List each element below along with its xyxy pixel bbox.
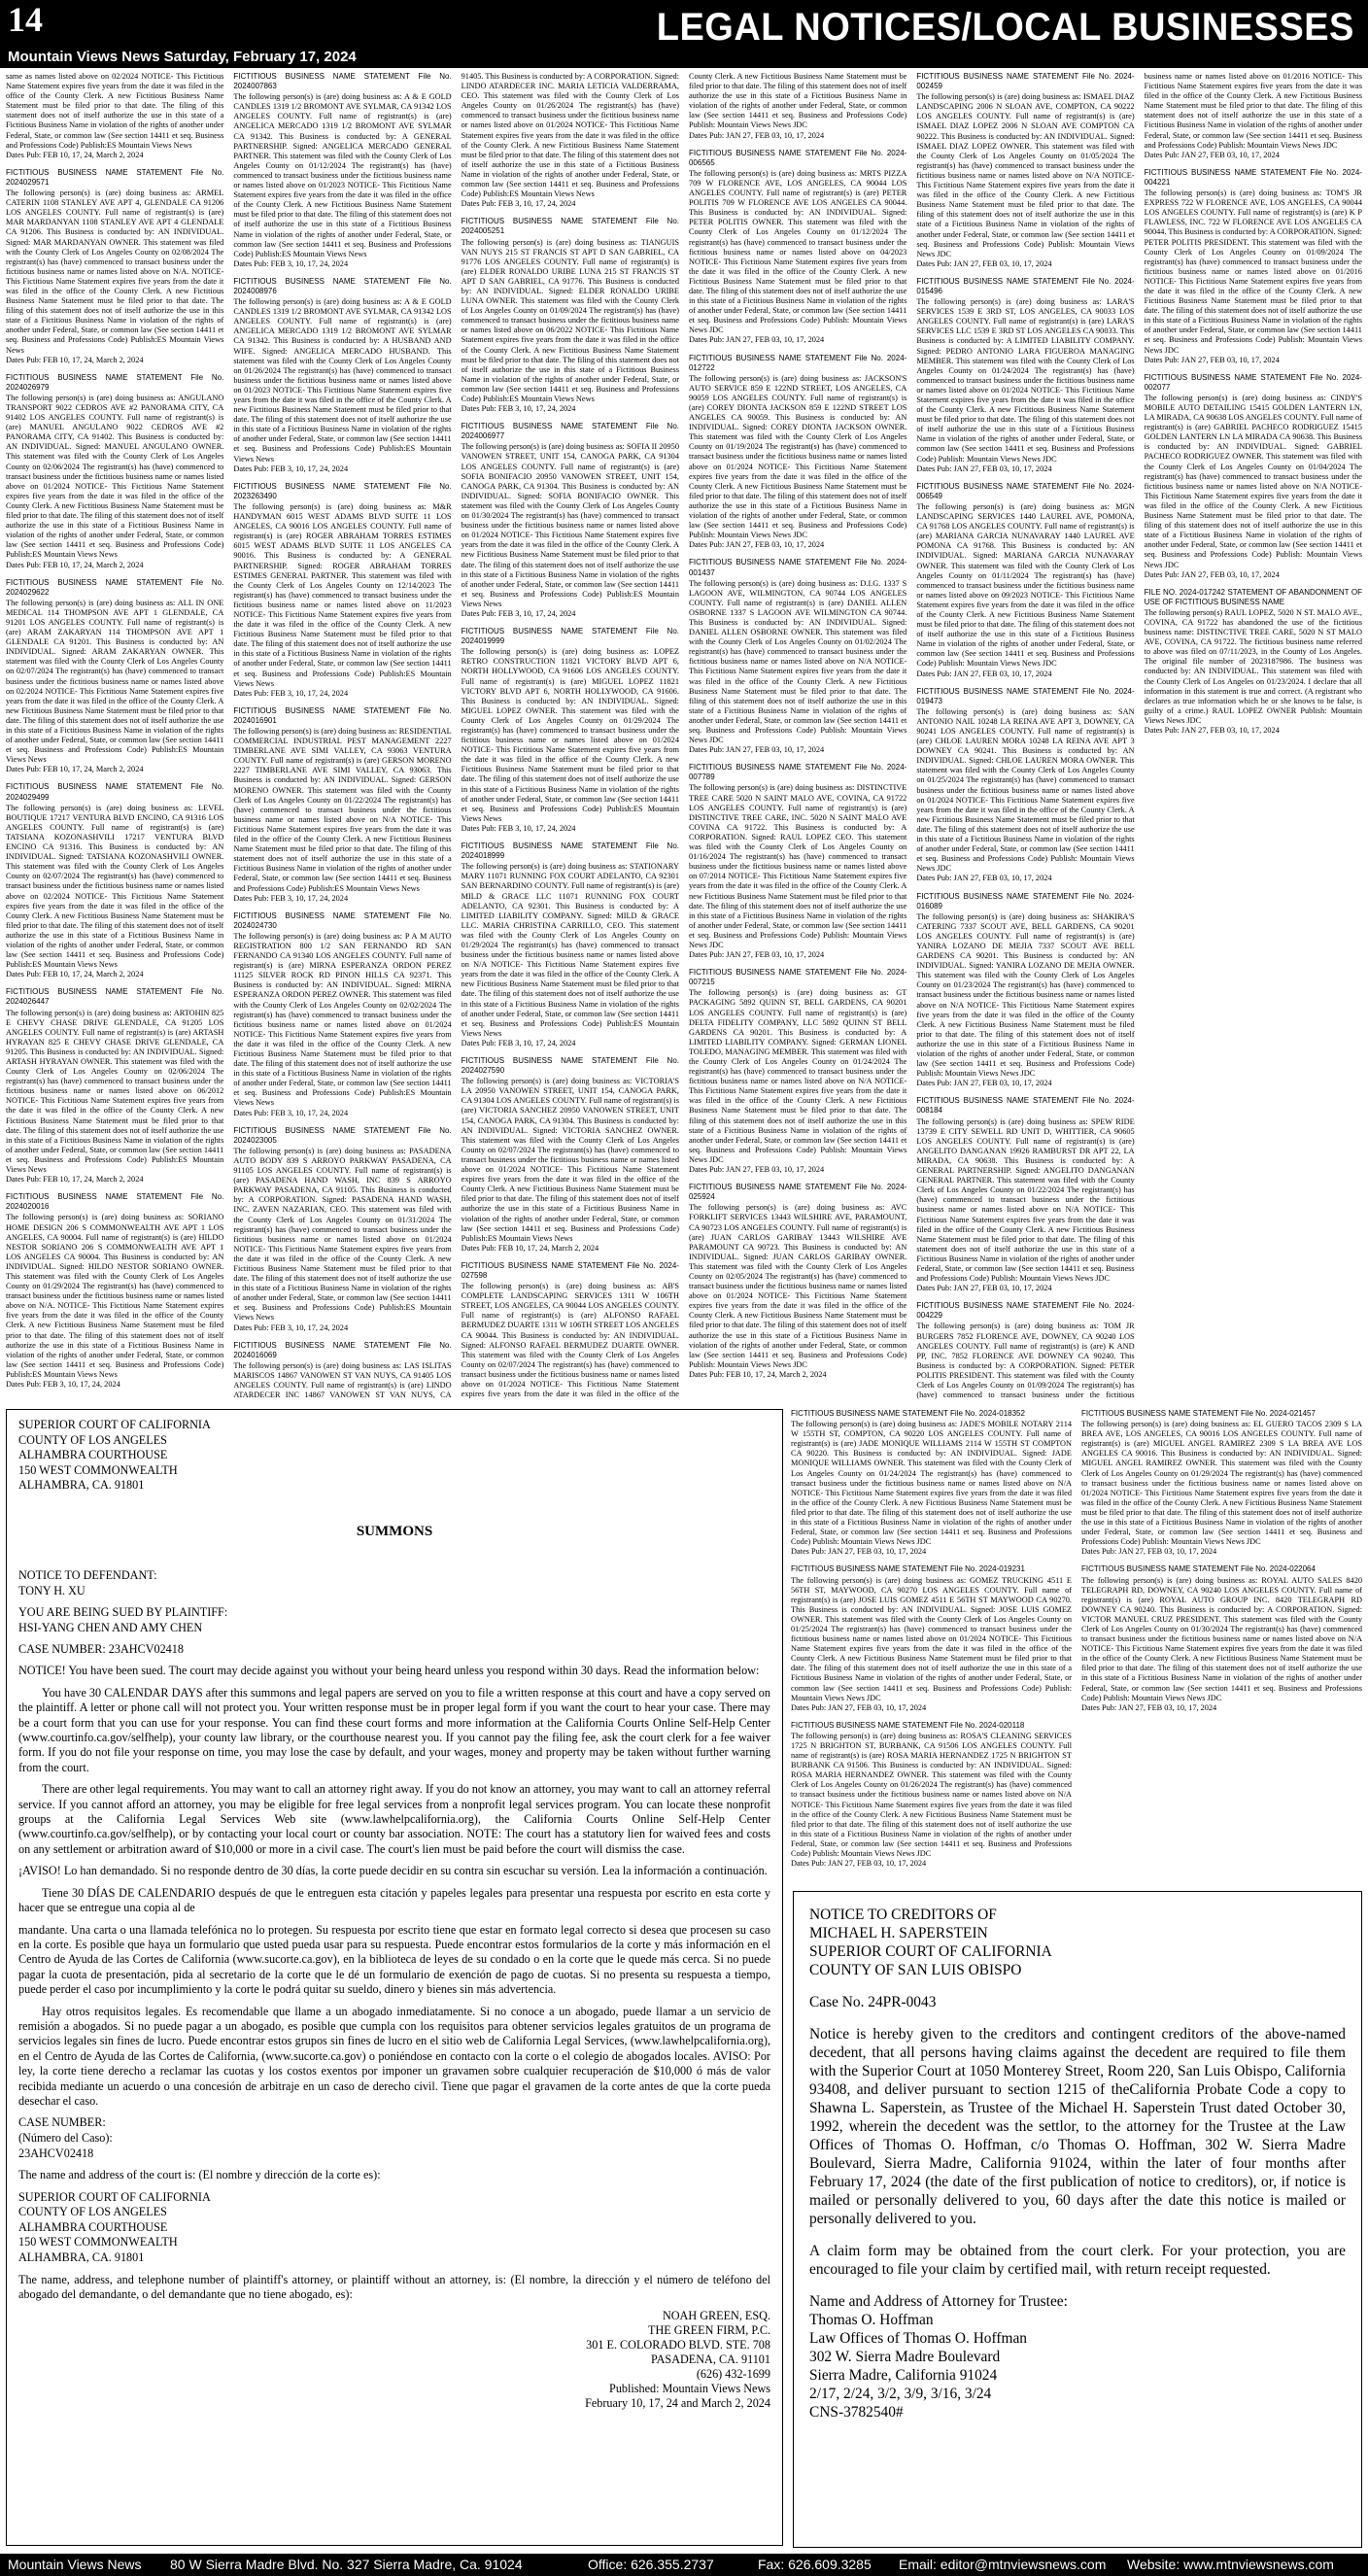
court-line: SUPERIOR COURT OF CALIFORNIA xyxy=(18,2189,211,2204)
notice-dates: Dates Pub: FEB 3, 10, 17, 24, 2024 xyxy=(233,1108,349,1117)
notice-dates: Dates Pub: FEB 3, 10, 17, 24, 2024 xyxy=(233,688,349,698)
footer-email: Email: editor@mtnviewsnews.com xyxy=(899,2557,1107,2572)
court-line: ALHAMBRA COURTHOUSE xyxy=(18,2219,168,2234)
plaintiff-label: YOU ARE BEING SUED BY PLAINTIFF: xyxy=(18,1605,228,1620)
notice-body: The following person(s) is (are) doing business as: EL GUERO TACOS 2309 S LA BREA AVE, LOS ANGELES, CA 90016 LOS ANGELES COUNTY. Full name of registrant(s) is (are) MIGUEL ANGEL RAMIREZ 2309 S LA BREA AVE LOS ANGELES CA 90016. This Business is conducted by: AN INDIVIDUAL. Signed: MIGUEL ANGEL RAMIREZ OWNER. This statement was filed with the County Clerk of Los Angeles County on 01/29/2024 The registrant(s) has (have) commenced to transact business under the fictitious business name or names listed above on 01/2024 NOTICE- This Fictitious Name Statement expires five years from the date it was filed in the office of the County Clerk. A new Fictitious Business Name Statement must be filed prior to that date. The filing of this statement does not of itself authorize the use in this state of a Fictitious Business Name in violation of the rights of another under Federal, State, or common law (See section 14411 et seq. Business and Professions Code) Publish: Mountain Views News JDC xyxy=(1081,1420,1362,1547)
notice-title: FICTITIOUS BUSINESS NAME STATEMENT File No. 2024016069 xyxy=(233,1340,452,1359)
notice-body: The following person(s) is (are) doing business as: RESIDENTIAL COMMERCIAL INDUSTRIAL PEST MANAGEMENT 2227 TIMBERLANE AVE SIMI VALLEY, CA 93063 VENTURA COUNTY. Full name of registrant(s) is (are) GERSON MORENO 2227 TIMBERLANE AVE SIMI VALLEY, CA 93063. This Business is conducted by: AN INDIVIDUAL. Signed: GERSON MORENO OWNER. This statement was filed with the County Clerk of Los Angeles County on 01/22/2024 The registrant(s) has (have) commenced to transact business under the fictitious business name or names listed above on N/A NOTICE- This Fictitious Name Statement expires five years from the date it was filed in the office of the County Clerk. A new Fictitious Business Name Statement must be filed prior to that date. The filing of this statement does not of itself authorize the use in this state of a Fictitious Business Name in violation of the rights of another under Federal, State, or common law (See section 14411 et seq. Business and Professions Code) Publish:ES Mountain Views News xyxy=(233,727,452,893)
attorney-line: NOAH GREEN, ESQ. xyxy=(662,2309,770,2323)
notice-dates: Dates Pub: FEB 10, 17, 24, March 2, 2024 xyxy=(461,1243,599,1253)
case-number-label-es: (Número del Caso): xyxy=(18,2130,113,2145)
notice-item xyxy=(1145,588,1362,736)
notice-dates: Dates Pub: FEB 10, 17, 24, March 2, 2024 xyxy=(6,355,144,364)
notice-item xyxy=(6,782,223,979)
notice-title: FICTITIOUS BUSINESS NAME STATEMENT File No. 2024-004229 xyxy=(916,1301,1135,1321)
notice-dates: Dates Pub: JAN 27, FEB 03, 10, 17, 2024 xyxy=(1144,726,1280,735)
court-line: COUNTY OF LOS ANGELES xyxy=(18,2205,167,2219)
notice-body: The following person(s) is (are) doing business as: TIANGUIS VAN NUYS 215 ST FRANCIS ST APT D SAN GABRIEL, CA 91776 LOS ANGELES COUNTY. Full name of registrant(s) is (are) ELDER RONALDO URIBE LUNA 215 ST FRANCIS ST APT D SAN GABRIEL, CA 91776. This Business is conducted by: AN INDIVIDUAL. Signed: ELDER RONALDO URIBE LUNA OWNER. This statement was filed with the County Clerk of Los Angeles County on 01/09/2024 The registrant(s) has (have) commenced to transact business under the fictitious business name or names listed above on 06/2022 NOTICE- This Fictitious Name Statement expires five years from the date it was filed in the office of the County Clerk. A new Fictitious Business Name Statement must be filed prior to that date. The filing of this statement does not of itself authorize the use in this state of a Fictitious Business Name in violation of the rights of another under Federal, State, or common law (See section 14411 et seq. Business and Professions Code) Publish:ES Mountain Views News xyxy=(461,237,679,403)
creditors-title-line: MICHAEL H. SAPERSTEIN xyxy=(809,1925,988,1941)
notice-title: FICTITIOUS BUSINESS NAME STATEMENT File No. 2024005251 xyxy=(461,217,679,236)
notice-dates: Dates Pub: JAN 27, FEB 03, 10, 17, 2024 xyxy=(916,464,1052,473)
footer-address: 80 W Sierra Madre Blvd. No. 327 Sierra Madre, Ca. 91024 xyxy=(170,2557,523,2572)
notice-title: FICTITIOUS BUSINESS NAME STATEMENT File No. 2024023005 xyxy=(233,1125,452,1145)
notice-body: The following person(s) is (are) doing business as: ALL IN ONE MEDICAL 114 THOMPSON AVE APT 1 GLENDALE, CA 91201 LOS ANGELES COUNTY. Full name of registrant(s) is (are) ARAM ZAKARYAN 114 THOMPSON AVE APT 1 GLENDALE CA 91201. This Business is conducted by: AN INDIVIDUAL. Signed: ARAM ZAKARYAN OWNER. This statement was filed with the County Clerk of Los Angeles County on 02/07/2024 The registrant(s) has (have) commenced to transact business under the fictitious business name or names listed above on 02/2024 NOTICE- This Fictitious Name Statement expires five years from the date it was filed in the office of the County Clerk. A new Fictitious Business Name Statement must be filed prior to that date. The filing of this statement does not of itself authorize the use in this state of a Fictitious Business Name in violation of the rights of another under Federal, State, or common law (See section 14411 et seq. Business and Professions Code) Publish:ES Mountain Views News xyxy=(6,598,224,765)
footer-website: Website: www.mtnviewsnews.com xyxy=(1127,2557,1334,2572)
notice-item xyxy=(462,1056,679,1254)
notice-body: The following person(s) is (are) doing business as: ANGULANO TRANSPORT 9022 CEDROS AVE #2 PANORAMA CITY, CA 91402 LOS ANGELES COUNTY. Full name of registrant(s) is (are) MANUEL ANGULANO 9022 CEDROS AVE #2 PANORAMA CITY, CA 91402. This Business is conducted by: AN INDIVIDUAL. Signed: MANUEL ANGULANO OWNER. This statement was filed with the County Clerk of Los Angeles County on 02/06/2024 The registrant(s) has (have) commenced to transact business under the fictitious business name or names listed above on 01/2024 NOTICE- This Fictitious Name Statement expires five years from the date it was filed in the office of the County Clerk. A new Fictitious Business Name Statement must be filed prior to that date. The filing of this statement does not of itself authorize the use in this state of a Fictitious Business Name in violation of the rights of another under Federal, State, or common law (See section 14411 et seq. Business and Professions Code) Publish:ES Mountain Views News xyxy=(6,393,224,560)
notice-dates: Dates Pub: FEB 3, 10, 17, 24, 2024 xyxy=(233,258,349,268)
notice-item xyxy=(689,558,906,755)
summons-notice xyxy=(6,1409,783,2546)
notice-body: The following person(s) is (are) doing business as: LEVEL BOUTIQUE 17217 VENTURA BLVD ENCINO, CA 91316 LOS ANGELES COUNTY. Full name of registrant(s) is (are) TATSIANA KOZONASHVILI 17217 VENTURA BLVD ENCINO CA 91316. This Business is conducted by: AN INDIVIDUAL. Signed: TATSIANA KOZONASHVILI OWNER. This statement was filed with the County Clerk of Los Angeles County on 02/07/2024 The registrant(s) has (have) commenced to transact business under the fictitious business name or names listed above on 02/2024 NOTICE- This Fictitious Name Statement expires five years from the date it was filed in the office of the County Clerk. A new Fictitious Business Name Statement must be filed prior to that date. The filing of this statement does not of itself authorize the use in this state of a Fictitious Business Name in violation of the rights of another under Federal, State, or common law (See section 14411 et seq. Business and Professions Code) Publish:ES Mountain Views News xyxy=(6,803,224,970)
notice-item xyxy=(233,277,451,474)
notice-item xyxy=(462,217,679,414)
notice-title: FICTITIOUS BUSINESS NAME STATEMENT File No. 2024-002077 xyxy=(1144,372,1362,392)
notice-title: FICTITIOUS BUSINESS NAME STATEMENT File No. 2024-007215 xyxy=(688,968,907,987)
notice-body: The following person(s) is (are) doing business as: MRTS PIZZA 709 W FLORENCE AVE, LOS ANGELES, CA 90044 LOS ANGELES COUNTY. Full name of registrant(s) is (are) PETER POLITIS 709 W FLORENCE AVE LOS ANGELES CA 90044. This Business is conducted by: AN INDIVIDUAL. Signed: PETER POLITIS OWNER. This statement was filed with the County Clerk of Los Angeles County on 01/12/2024 The registrant(s) has (have) commenced to transact business under the fictitious business name or names listed above on 04/2023 NOTICE- This Fictitious Name Statement expires five years from the date it was filed in the office of the County Clerk. A new Fictitious Business Name Statement must be filed prior to that date. The filing of this statement does not of itself authorize the use in this state of a Fictitious Business Name in violation of the rights of another under Federal, State, or common law (See section 14411 et seq. Business and Professions Code) Publish: Mountain Views News JDC xyxy=(688,168,907,335)
notice-dates: Dates Pub: JAN 27, FEB 03, 10, 17, 2024 xyxy=(1144,355,1280,364)
footer-fax: Fax: 626.609.3285 xyxy=(758,2557,872,2572)
notice-body: The following person(s) is (are) doing business as: LOPEZ RETRO CONSTRUCTION 11821 VICTORY BLVD APT 6, NORTH HOLLYWOOD, CA 91606 LOS ANGELES COUNTY. Full name of registrant(s) is (are) MIGUEL LOPEZ 11821 VICTORY BLVD APT 6, NORTH HOLLYWOOD, CA 91606. This Business is conducted by: AN INDIVIDUAL. Signed: MIGUEL LOPEZ OWNER. This statement was filed with the County Clerk of Los Angeles County on 01/29/2024 The registrant(s) has (have) commenced to transact business under the fictitious business name or names listed above on 01/2024 NOTICE- This Fictitious Name Statement expires five years from the date it was filed in the office of the County Clerk. A new Fictitious Business Name Statement must be filed prior to that date. The filing of this statement does not of itself authorize the use in this state of a Fictitious Business Name in violation of the rights of another under Federal, State, or common law (See section 14411 et seq. Business and Professions Code) Publish:ES Mountain Views News xyxy=(461,647,679,823)
notice-body: The following person(s) is (are) doing business as: M&R HANDYMAN 6015 WEST ADAMS BLVD SUITE 11 LOS ANGELES, CA 90016 LOS ANGELES COUNTY. Full name of registrant(s) is (are) ROGER ABRAHAM TORRES ESTIMES 6015 WEST ADAMS BLVD SUITE 11 LOS ANGELES CA 90016. This Business is conducted by: A GENERAL PARTNERSHIP. Signed: ROGER ABRAHAM TORRES ESTIMES GENERAL PARTNER. This statement was filed with the County Clerk of Los Angeles County on 12/14/2023 The registrant(s) has (have) commenced to transact business under the fictitious business name or names listed above on 11/2023 NOTICE- This Fictitious Name Statement expires five years from the date it was filed in the office of the County Clerk. A new Fictitious Business Name Statement must be filed prior to that date. The filing of this statement does not of itself authorize the use in this state of a Fictitious Business Name in violation of the rights of another under Federal, State, or common law (See section 14411 et seq. Business and Professions Code) Publish:ES Mountain Views News xyxy=(233,501,452,688)
notice-body: The following person(s) is (are) doing business as: LAS ISLITAS MARISCOS 14867 VANOWEN ST VAN NUYS, CA 91405 LOS ANGELES COUNTY. Full name of registrant(s) is (are) LINDO ATARDECER INC 14867 VANOWEN ST VAN NUYS, CA 91405. This Business is conducted by: A CORPORATION. Signed: LINDO ATARDECER INC. MARIA LETICIA VALDERRAMA, CEO. This statement was filed with the County Clerk of Los Angeles County on 01/26/2024 The registrant(s) has (have) commenced to transact business under the fictitious business name or names listed above on 01/2024 NOTICE- This Fictitious Name Statement expires five years from the date it was filed in the office of the County Clerk. A new Fictitious Business Name Statement must be filed prior to that date. The filing of this statement does not of itself authorize the use in this state of a Fictitious Business Name in violation of the rights of another under Federal, State, or common law (See section 14411 et seq. Business and Professions Code) Publish:ES Mountain Views News xyxy=(233,72,679,1400)
notice-item xyxy=(1081,1564,1362,1712)
notice-item xyxy=(916,1096,1134,1293)
court-line: SUPERIOR COURT OF CALIFORNIA xyxy=(18,1418,211,1431)
notice-title: FICTITIOUS BUSINESS NAME STATEMENT File No. 2024007863 xyxy=(233,72,452,91)
notice-body: The following person(s) is (are) doing business as: SPEW RIDE 13739 E CITY SEWELL RD UNIT D, WHITTIER, CA 90605 LOS ANGELES COUNTY. Full name of registrant(s) is (are) ANGELITO DANGANAN 19926 RAMBURST DR APT 22, LA MIRADA, CA 90638. This Business is conducted by: A GENERAL PARTNERSHIP. Signed: ANGELITO DANGANAN GENERAL PARTNER. This statement was filed with the County Clerk of Los Angeles County on 01/22/2024 The registrant(s) has (have) commenced to transact business under the fictitious business name or names listed above on N/A NOTICE- This Fictitious Name Statement expires five years from the date it was filed in the office of the County Clerk. A new Fictitious Business Name Statement must be filed prior to that date. The filing of this statement does not of itself authorize the use in this state of a Fictitious Business Name in violation of the rights of another under Federal, State, or common law (See section 14411 et seq. Business and Professions Code) Publish: Mountain Views News JDC xyxy=(916,1116,1135,1284)
notice-body: The following person(s) is (are) doing business as: AB'S COMPLETE LANDSCAPING SERVICES 1311 W 106TH STREET, LOS ANGELES, CA 90044 LOS ANGELES COUNTY. Full name of registrant(s) is (are) ALFONSO RAFAEL BERMUDEZ DUARTE 1311 W 106TH STREET LOS ANGELES CA 90044. This Business is conducted by: AN INDIVIDUAL. Signed: ALFONSO RAFAEL BERMUDEZ DUARTE OWNER. This statement was filed with the County Clerk of Los Angeles County on 02/07/2024 The registrant(s) has (have) commenced to transact business under the fictitious business name or names listed above on 01/2024 NOTICE- This Fictitious Name Statement expires five years from the date it was filed in the office of the County Clerk. A new Fictitious Business Name Statement must be filed prior to that date. The filing of this statement does not of itself authorize the use in this state of a Fictitious Business Name in violation of the rights of another under Federal, State, or common law (See section 14411 et seq. Business and Professions Code) Publish: Mountain Views News JDC xyxy=(461,72,907,1399)
notice-body: The following person(s) is (are) doing business as: AVC FORKLIFT SERVICES 13443 WILSHIRE AVE, PARAMOUNT, CA 90723 LOS ANGELES COUNTY. Full name of registrant(s) is (are) JUAN CARLOS GARIBAY 13443 WILSHIRE AVE PARAMOUNT CA 90723. This Business is conducted by: AN INDIVIDUAL. Signed: JUAN CARLOS GARIBAY OWNER. This statement was filed with the County Clerk of Los Angeles County on 02/05/2024 The registrant(s) has (have) commenced to transact business under the fictitious business name or names listed above on 01/2024 NOTICE- This Fictitious Name Statement expires five years from the date it was filed in the office of the County Clerk. A new Fictitious Business Name Statement must be filed prior to that date. The filing of this statement does not of itself authorize the use in this state of a Fictitious Business Name in violation of the rights of another under Federal, State, or common law (See section 14411 et seq. Business and Professions Code) Publish: Mountain Views News JDC xyxy=(688,1203,907,1369)
notice-item xyxy=(6,168,223,365)
notice-title: FICTITIOUS BUSINESS NAME STATEMENT File No. 2024006977 xyxy=(461,422,679,441)
notice-body: The following person(s) is (are) doing business as: GT PACKAGING 5892 QUINN ST, BELL GARDENS, CA 90201 LOS ANGELES COUNTY. Full name of registrant(s) is (are) DELTA FIDELITY COMPANY, LLC 5892 QUINN ST BELL GARDENS CA 90201. This Business is conducted by: A LIMITED LIABILITY COMPANY. Signed: GERMAN LIONEL TOLEDO, MANAGING MEMBER. This statement was filed with the County Clerk of Los Angeles County on 01/24/2024 The registrant(s) has (have) commenced to transact business under the fictitious business name or names listed above on N/A NOTICE- This Fictitious Name Statement expires five years from the date it was filed in the office of the County Clerk. A new Fictitious Business Name Statement must be filed prior to that date. The filing of this statement does not of itself authorize the use in this state of a Fictitious Business Name in violation of the rights of another under Federal, State, or common law (See section 14411 et seq. Business and Professions Code) Publish: Mountain Views News JDC xyxy=(688,988,907,1164)
notice-dates: Dates Pub: JAN 27, FEB 03, 10, 17, 2024 xyxy=(1081,1547,1217,1557)
notice-item xyxy=(462,841,679,1048)
notice-item xyxy=(233,706,451,904)
notice-dates: Dates Pub: JAN 27, FEB 03, 10, 17, 2024 xyxy=(688,1165,825,1175)
notice-body: The following person(s) is (are) doing business as: SOFIA II 20950 VANOWEN STREET, UNIT 154, CANOGA PARK, CA 91304 LOS ANGELES COUNTY. Full name of registrant(s) is (are) SOFIA BONIFACIO 20950 VANOWEN STREET, UNIT 154, CANOGA PARK, CA 91304. This Business is conducted by: AN INDIVIDUAL. Signed: SOFIA BONIFACIO OWNER. This statement was filed with the County Clerk of Los Angeles County on 01/30/2024 The registrant(s) has (have) commenced to transact business under the fictitious business name or names listed above on 01/2024 NOTICE- This Fictitious Name Statement expires five years from the date it was filed in the office of the County Clerk. A new Fictitious Business Name Statement must be filed prior to that date. The filing of this statement does not of itself authorize the use in this state of a Fictitious Business Name in violation of the rights of another under Federal, State, or common law (See section 14411 et seq. Business and Professions Code) Publish:ES Mountain Views News xyxy=(461,442,679,608)
notice-body: The following person(s) is (are) doing business as: JADE'S MOBILE NOTARY 2114 W 155TH ST, COMPTON, CA 90220 LOS ANGELES COUNTY. Full name of registrant(s) is (are) JADE MONIQUE WILLIAMS 2114 W 155TH ST COMPTON CA 90220. This Business is conducted by: AN INDIVIDUAL. Signed: JADE MONIQUE WILLIAMS OWNER. This statement was filed with the County Clerk of Los Angeles County on 01/24/2024 The registrant(s) has (have) commenced to transact business under the fictitious business name or names listed above on N/A NOTICE- This Fictitious Name Statement expires five years from the date it was filed in the office of the County Clerk. A new Fictitious Business Name Statement must be filed prior to that date. The filing of this statement does not of itself authorize the use in this state of a Fictitious Business Name in violation of the rights of another under Federal, State, or common law (See section 14411 et seq. Business and Professions Code) Publish: Mountain Views News JDC xyxy=(791,1420,1072,1547)
notice-dates: Dates Pub: JAN 27, FEB 03, 10, 17, 2024 xyxy=(1081,1702,1217,1712)
notice-dates: Dates Pub: FEB 3, 10, 17, 24, 2024 xyxy=(461,404,576,414)
notice-dates: Dates Pub: FEB 3, 10, 17, 24, 2024 xyxy=(233,893,349,903)
court-line: ALHAMBRA, CA. 91801 xyxy=(18,2250,145,2264)
notice-body: The following person(s) is (are) doing business as: SHAKIRA'S CATERING 7337 SCOUT AVE, BELL GARDENS, CA 90201 LOS ANGELES COUNTY. Full name of registrant(s) is (are) YANIRA LOZANO DE MEJIA 7337 SCOUT AVE BELL GARDENS CA 90201. This Business is conducted by: AN INDIVIDUAL. Signed: YANIRA LOZANO DE MEJIA OWNER. This statement was filed with the County Clerk of Los Angeles County on 01/23/2024 The registrant(s) has (have) commenced to transact business under the fictitious business name or names listed above on N/A NOTICE- This Fictitious Name Statement expires five years from the date it was filed in the office of the County Clerk. A new Fictitious Business Name Statement must be filed prior to that date. The filing of this statement does not of itself authorize the use in this state of a Fictitious Business Name in violation of the rights of another under Federal, State, or common law (See section 14411 et seq. Business and Professions Code) Publish: Mountain Views News JDC xyxy=(916,911,1135,1079)
notice-item xyxy=(6,1192,223,1390)
notice-title: FICTITIOUS BUSINESS NAME STATEMENT File No. 2024-020118 xyxy=(791,1720,1025,1730)
notice-body: The following person(s) is (are) doing business as: TOM JR BURGERS 7852 FLORENCE AVE, DOWNEY, CA 90240 LOS ANGELES COUNTY. Full name of registrant(s) is (are) K AND PP, INC. 7852 FLORENCE AVE DOWNEY CA 90240. This Business is conducted by: A CORPORATION. Signed: PETER POLITIS PRESIDENT. This statement was filed with the County Clerk of Los Angeles County on 01/09/2024 The registrant(s) has (have) commenced to transact business under the fictitious business name or names listed above on 01/2016 NOTICE- This Fictitious Name Statement expires five years from the date it was filed in the office of the County Clerk. A new Fictitious Business Name Statement must be filed prior to that date. The filing of this statement does not of itself authorize the use in this state of a Fictitious Business Name in violation of the rights of another under Federal, State, or common law (See section 14411 et seq. Business and Professions Code) Publish: Mountain Views News JDC xyxy=(916,72,1362,1400)
notice-dates: Dates Pub: JAN 27, FEB 03, 10, 17, 2024 xyxy=(791,1702,927,1712)
notice-title: FICTITIOUS BUSINESS NAME STATEMENT File No. 2024-002459 xyxy=(916,72,1135,91)
notice-item xyxy=(1145,373,1362,580)
creditors-title-line: COUNTY OF SAN LUIS OBISPO xyxy=(809,1962,1022,1978)
notice-item xyxy=(233,482,451,699)
plaintiff-name: HSI-YANG CHEN AND AMY CHEN xyxy=(18,1620,203,1634)
notice-dates: Dates Pub: JAN 27, FEB 03, 10, 17, 2024 xyxy=(688,335,825,345)
notice-body: The following person(s) is (are) doing business as: GOMEZ TRUCKING 4511 E 56TH ST, MAYWOOD, CA 90270 LOS ANGELES COUNTY. Full name of registrant(s) is (are) JOSE LUIS GOMEZ 4511 E 56TH ST MAYWOOD CA 90270. This Business is conducted by: AN INDIVIDUAL. Signed: JOSE LUIS GOMEZ OWNER. This statement was filed with the County Clerk of Los Angeles County on 01/25/2024 The registrant(s) has (have) commenced to transact business under the fictitious business name or names listed above on 01/2024 NOTICE- This Fictitious Name Statement expires five years from the date it was filed in the office of the County Clerk. A new Fictitious Business Name Statement must be filed prior to that date. The filing of this statement does not of itself authorize the use in this state of a Fictitious Business Name in violation of the rights of another under Federal, State, or common law (See section 14411 et seq. Business and Professions Code) Publish: Mountain Views News JDC xyxy=(791,1575,1072,1702)
notice-dates: Dates Pub: FEB 10, 17, 24, March 2, 2024 xyxy=(688,1369,827,1379)
notice-title: FICTITIOUS BUSINESS NAME STATEMENT File No. 2024029622 xyxy=(6,577,224,597)
notice-dates: Dates Pub: JAN 27, FEB 03, 10, 17, 2024 xyxy=(688,540,825,550)
attorney-line: Name and Address of Attorney for Trustee: xyxy=(809,2293,1068,2310)
dateline: Mountain Views News Saturday, February 17, 2024 xyxy=(8,49,357,65)
notice-title: FICTITIOUS BUSINESS NAME STATEMENT File No. 2024-006549 xyxy=(916,481,1135,500)
notice-body: The following person(s) is (are) doing business as: LARA'S SERVICES 1539 E 3RD ST, LOS ANGELES, CA 90033 LOS ANGELES COUNTY. Full name of registrant(s) is (are) LARA'S SERVICES LLC 1539 E 3RD ST LOS ANGELES CA 90033. This Business is conducted by: A LIMITED LIABILITY COMPANY. Signed: PEDRO ANTONIO LARA FIGUEROA MANAGING MEMBER. This statement was filed with the County Clerk of Los Angeles County on 01/24/2024 The registrant(s) has (have) commenced to transact business under the fictitious business name or names listed above on 01/2024 NOTICE- This Fictitious Name Statement expires five years from the date it was filed in the office of the County Clerk. A new Fictitious Business Name Statement must be filed prior to that date. The filing of this statement does not of itself authorize the use in this state of a Fictitious Business Name in violation of the rights of another under Federal, State, or common law (See section 14411 et seq. Business and Professions Code) Publish: Mountain Views News JDC xyxy=(916,297,1135,464)
notice-body: The following person(s) is (are) doing business as: D.I.G. 1337 S LAGOON AVE, WILMINGTON, CA 90744 LOS ANGELES COUNTY. Full name of registrant(s) is (are) DANIEL ALLEN OSBORNE 1337 S LAGOON AVE WILMINGTON CA 90744. This Business is conducted by: AN INDIVIDUAL. Signed: DANIEL ALLEN OSBORNE OWNER. This statement was filed with the County Clerk of Los Angeles County on 01/02/2024 The registrant(s) has (have) commenced to transact business under the fictitious business name or names listed above on N/A NOTICE- This Fictitious Name Statement expires five years from the date it was filed in the office of the County Clerk. A new Fictitious Business Name Statement must be filed prior to that date. The filing of this statement does not of itself authorize the use in this state of a Fictitious Business Name in violation of the rights of another under Federal, State, or common law (See section 14411 et seq. Business and Professions Code) Publish: Mountain Views News JDC xyxy=(688,578,907,745)
court-line: 150 WEST COMMONWEALTH xyxy=(18,2235,178,2250)
notice-title: FICTITIOUS BUSINESS NAME STATEMENT File No. 2024019999 xyxy=(461,627,679,646)
summons-paragraph-es: Hay otros requisitos legales. Es recomendable que llame a un abogado inmediatamente. Si no conoce a un abogado, puede llamar a un servicio de remisión a abogados. Si no puede pagar a un abogado, es posible que cumpla con los requisitos para obtener servicios legales gratuitos de un programa de servicios legales sin fines de lucro. Puede encontrar estos grupos sin fines de lucro en el sitio web de California Legal Services, (www.lawhelpcalifornia.org), en el Centro de Ayuda de las Cortes de California, (www.sucorte.ca.gov) o poniéndose en contacto con la corte o el colegio de abogados locales. AVISO: Por ley, la corte tiene derecho a reclamar las cuotas y los costos exentos por imponer un gravamen sobre cualquier recuperación de $10,000 ó más de valor recibida mediante un acuerdo o una concesión de arbitraje en un caso de derecho civil. Tiene que pagar el gravamen de la corte antes de que la corte pueda desechar el caso. xyxy=(18,2004,770,2108)
notice-title: FICTITIOUS BUSINESS NAME STATEMENT File No. 2024-001437 xyxy=(688,558,907,577)
notice-body: The following person(s) is (are) doing business as: SORIANO HOME DESIGN 206 S COMMONWEALTH AVE APT 1 LOS ANGELES, CA 90004. Full name of registrant(s) is (are) HILDO NESTOR SORIANO 206 S COMMONWEALTH AVE APT 1 LOS ANGELES CA 90004. This Business is conducted by: AN INDIVIDUAL. Signed: HILDO NESTOR SORIANO OWNER. This statement was filed with the County Clerk of Los Angeles County on 01/29/2024 The registrant(s) has (have) commenced to transact business under the fictitious business name or names listed above on N/A. NOTICE- This Fictitious Name Statement expires five years from the date it was filed in the office of the County Clerk. A new Fictitious Business Name Statement must be filed prior to that date. The filing of this statement does not of itself authorize the use in this state of a Fictitious Business Name in violation of the rights of another under Federal, State, or common law (See section 14411 et seq. Business and Professions Code) Publish:ES Mountain Views News xyxy=(6,1213,224,1379)
notice-body: The following person(s) RAUL LOPEZ, 5020 N ST. MALO AVE., COVINA, CA 91722 has abandoned the use of the fictitious business name: DISTINCTIVE TREE CARE, 5020 N ST MALO AVE, COVINA, CA 91722. The fictitious business name referred to above was filed on 07/11/2023, in the County of Los Angeles. The original file number of 2023187986. The business was conducted by: AN INDIVIDUAL. This statement was filed with the County Clerk of Los Angeles on 01/23/2024. I declare that all information in this statement is true and correct. (A registrant who declares as true information which he or she knows to be false, is guilty of a crime.) RAUL LOPEZ OWNER Publish: Mountain Views News JDC xyxy=(1144,607,1362,725)
notice-item xyxy=(6,987,223,1185)
notice-title: FICTITIOUS BUSINESS NAME STATEMENT File No. 2024008976 xyxy=(233,276,452,295)
notice-title: FICTITIOUS BUSINESS NAME STATEMENT File No. 2024020016 xyxy=(6,1192,224,1212)
notice-title: FICTITIOUS BUSINESS NAME STATEMENT File No. 2024-019231 xyxy=(791,1564,1025,1574)
notice-body: The following person(s) is (are) doing business as: SAN ANTONIO NAIL 10248 LA REINA AVE APT 3, DOWNEY, CA 90241 LOS ANGELES COUNTY. Full name of registrant(s) is (are) CHLOE LAUREN MORA 10248 LA REINA AVE APT 3 DOWNEY CA 90241. This Business is conducted by: AN INDIVIDUAL. Signed: CHLOE LAUREN MORA OWNER. This statement was filed with the County Clerk of Los Angeles County on 01/25/2024 The registrant(s) has (have) commenced to transact business under the fictitious business name or names listed above on 01/2024 NOTICE- This Fictitious Name Statement expires five years from the date it was filed in the office of the County Clerk. A new Fictitious Business Name Statement must be filed prior to that date. The filing of this statement does not of itself authorize the use in this state of a Fictitious Business Name in violation of the rights of another under Federal, State, or common law (See section 14411 et seq. Business and Professions Code) Publish: Mountain Views News JDC xyxy=(916,706,1135,874)
notice-title: FICTITIOUS BUSINESS NAME STATEMENT File No. 2024-012722 xyxy=(688,353,907,372)
notice-dates: Dates Pub: JAN 27, FEB 03, 10, 17, 2024 xyxy=(791,1547,927,1557)
notice-dates: Dates Pub: FEB 3, 10, 17, 24, 2024 xyxy=(461,1038,576,1048)
notice-dates: Dates Pub: JAN 27, FEB 03, 10, 17, 2024 xyxy=(916,1284,1052,1293)
attorney-line: PASADENA, CA. 91101 xyxy=(650,2353,770,2367)
notice-title: FICTITIOUS BUSINESS NAME STATEMENT File No. 2024-008184 xyxy=(916,1096,1135,1116)
notice-dates: Dates Pub: FEB 3, 10, 17, 24, 2024 xyxy=(233,1322,349,1332)
notice-dates: Dates Pub: JAN 27, FEB 03, 10, 17, 2024 xyxy=(1144,569,1280,579)
section-title: LEGAL NOTICES/LOCAL BUSINESSES xyxy=(656,6,1354,49)
notice-item xyxy=(791,1409,1072,1557)
attorney-signature-block xyxy=(18,2309,770,2411)
notice-to-creditors xyxy=(793,1891,1362,2548)
court-address-block-2 xyxy=(18,2190,770,2266)
notice-title: FICTITIOUS BUSINESS NAME STATEMENT File No. 2024027590 xyxy=(461,1056,679,1076)
notice-title: FICTITIOUS BUSINESS NAME STATEMENT File No. 2023263490 xyxy=(233,481,452,500)
creditors-title-line: SUPERIOR COURT OF CALIFORNIA xyxy=(809,1943,1052,1960)
notice-body: The following person(s) is (are) doing business as: TOM'S JR EXPRESS 722 W FLORENCE AVE, LOS ANGELES, CA 90044 LOS ANGELES COUNTY. Full name of registrant(s) is (are) K P FLAWLESS, INC. 722 W FLORENCE AVE LOS ANGELES CA 90044. This Business is conducted by: A CORPORATION. Signed: PETER POLITIS PRESIDENT. This statement was filed with the County Clerk of Los Angeles County on 01/09/2024 The registrant(s) has (have) commenced to transact business under the fictitious business name or names listed above on 01/2016 NOTICE- This Fictitious Name Statement expires five years from the date it was filed in the office of the County Clerk. A new Fictitious Business Name Statement must be filed prior to that date. The filing of this statement does not of itself authorize the use in this state of a Fictitious Business Name in violation of the rights of another under Federal, State, or common law (See section 14411 et seq. Business and Professions Code) Publish: Mountain Views News JDC xyxy=(1144,189,1362,355)
notice-item xyxy=(916,482,1134,679)
notice-dates: Dates Pub: FEB 10, 17, 24, March 2, 2024 xyxy=(6,765,144,774)
notice-item xyxy=(791,1721,1072,1869)
footer-paper: Mountain Views News xyxy=(8,2557,142,2572)
notice-body: The following person(s) is (are) doing business as: A & E GOLD CANDLES 1319 1/2 BROMONT AVE SYLMAR, CA 91342 LOS ANGELES COUNTY. Full name of registrant(s) is (are) ANGELICA MERCADO 1319 1/2 BROMONT AVE SYLMAR CA 91342. This Business is conducted by: A GENERAL PARTNERSHIP. Signed: ANGELICA MERCADO GENERAL PARTNER. This statement was filed with the County Clerk of Los Angeles County on 01/12/2024 The registrant(s) has (have) commenced to transact business under the fictitious business name or names listed above on 01/2023 NOTICE- This Fictitious Name Statement expires five years from the date it was filed in the office of the County Clerk. A new Fictitious Business Name Statement must be filed prior to that date. The filing of this statement does not of itself authorize the use in this state of a Fictitious Business Name in violation of the rights of another under Federal, State, or common law (See section 14411 et seq. Business and Professions Code) Publish:ES Mountain Views News xyxy=(233,92,452,258)
notice-item xyxy=(689,1183,906,1380)
attorney-line: (626) 432-1699 xyxy=(696,2367,770,2382)
notice-title: FICTITIOUS BUSINESS NAME STATEMENT File No. 2024016901 xyxy=(233,705,452,725)
notice-dates: Dates Pub: JAN 27, FEB 03, 10, 17, 2024 xyxy=(791,1859,927,1869)
creditors-paragraph: Notice is hereby given to the creditors and contingent creditors of the above-named decedent, that all persons having claims against the decedent are required to file them with the Superior Court at 1050 Monterey Street, Room 220, San Luis Obispo, California 93408, and deliver pursuant to section 1215 of theCalifornia Probate Code a copy to Shawna L. Saperstein, as Trustee of the Michael H. Saperstein Trust dated October 30, 1992, wherein the decedent was the settlor, to the attorney for the Trustee at the Law Offices of Thomas O. Hoffman, c/o Thomas O. Hoffman, 302 W. Sierra Madre Boulevard, Sierra Madre, California 91024, within the later of four months after February 17, 2024 (the date of the first publication of notice to creditors), or, if notice is mailed or personally delivered to you, 60 days after the date this notice is mailed or personally delivered to you. xyxy=(809,2026,1346,2227)
notice-item xyxy=(462,422,679,619)
notice-dates: Dates Pub: JAN 27, FEB 03, 10, 17, 2024 xyxy=(916,1079,1052,1088)
notice-body: The following person(s) is (are) doing business as: ARTOHIN 825 E CHEVY CHASE DRIVE GLENDALE, CA 91205 LOS ANGELES COUNTY. Full name of registrant(s) is (are) ARTASH HYRAYAN 825 E CHEVY CHASE DRIVE GLENDALE, CA 91205. This Business is conducted by: AN INDIVIDUAL. Signed: ARTASH HYRAYAN OWNER. This statement was filed with the County Clerk of Los Angeles County on 02/06/2024 The registrant(s) has (have) commenced to transact business under the fictitious business name or names listed above on 06/2012 NOTICE- This Fictitious Name Statement expires five years from the date it was filed in the office of the County Clerk. A new Fictitious Business Name Statement must be filed prior to that date. The filing of this statement does not of itself authorize the use in this state of a Fictitious Business Name in violation of the rights of another under Federal, State, or common law (See section 14411 et seq. Business and Professions Code) Publish:ES Mountain Views News xyxy=(6,1008,224,1175)
court-line: 150 WEST COMMONWEALTH xyxy=(18,1462,178,1477)
notice-dates: Dates Pub: FEB 3, 10, 17, 24, 2024 xyxy=(461,608,576,618)
notice-body: The following person(s) is (are) doing business as: DISTINCTIVE TREE CARE 5020 N SAINT MALO AVE, COVINA, CA 91722 LOS ANGELES COUNTY. Full name of registrant(s) is (are) DISTINCTIVE TREE CARE, INC. 5020 N SAINT MALO AVE COVINA CA 91722. This Business is conducted by: A CORPORATION. Signed: RAUL LOPEZ CEO. This statement was filed with the County Clerk of Los Angeles County on 01/16/2024 The registrant(s) has (have) commenced to transact business under the fictitious business name or names listed above on 07/2014 NOTICE- This Fictitious Name Statement expires five years from the date it was filed in the office of the County Clerk. A new Fictitious Business Name Statement must be filed prior to that date. The filing of this statement does not of itself authorize the use in this state of a Fictitious Business Name in violation of the rights of another under Federal, State, or common law (See section 14411 et seq. Business and Professions Code) Publish: Mountain Views News JDC xyxy=(688,783,907,949)
notice-body: The following person(s) is (are) doing business as: P A M AUTO REGISTRATION 800 1/2 SAN FERNANDO RD SAN FERNANDO CA 91340 LOS ANGELES COUNTY. Full name of registrant(s) is (are) MIRNA ESPERANZA ORDON PEREZ 11125 SILVER ROCK RD PINON HILLS CA 92371. This Business is conducted by: AN INDIVIDUAL. Signed: MIRNA ESPERANZA ORDON PEREZ OWNER. This statement was filed with the County Clerk of Los Angeles County on 02/02/2024 The registrant(s) has (have) commenced to transact business under the fictitious business name or names listed above on 01/2024 NOTICE- This Fictitious Name Statement expires five years from the date it was filed in the office of the County Clerk. A new Fictitious Business Name Statement must be filed prior to that date. The filing of this statement does not of itself authorize the use in this state of a Fictitious Business Name in violation of the rights of another under Federal, State, or common law (See section 14411 et seq. Business and Professions Code) Publish:ES Mountain Views News xyxy=(233,931,452,1108)
court-line: ALHAMBRA, CA. 91801 xyxy=(18,1478,145,1493)
publication-dates: February 10, 17, 24 and March 2, 2024 xyxy=(585,2396,770,2411)
notice-title: FILE NO. 2024-017242 STATEMENT OF ABANDONMENT OF USE OF FICTITIOUS BUSINESS NAME xyxy=(1144,587,1362,606)
page-number: 14 xyxy=(8,0,43,39)
notice-dates: Dates Pub: FEB 10, 17, 24, March 2, 2024 xyxy=(6,150,144,159)
notice-item xyxy=(1145,168,1362,365)
notice-title: FICTITIOUS BUSINESS NAME STATEMENT File No. 2024-022064 xyxy=(1081,1564,1316,1574)
notice-item xyxy=(6,373,223,570)
case-number-label: CASE NUMBER: xyxy=(18,2115,106,2130)
notice-body: same as names listed above on 02/2024 NOTICE- This Fictitious Name Statement expires five years from the date it was filed in the office of the County Clerk. A new Fictitious Business Name Statement must be filed prior to that date. The filing of this statement does not of itself authorize the use in this state of a Fictitious Business Name in violation of the rights of another under Federal, State, or common law (See section 14411 et seq. Business and Professions Code) Publish:ES Mountain Views News xyxy=(6,72,224,150)
notice-body: The following person(s) is (are) doing business as: CINDY'S MOBILE AUTO DETAILING 15415 GOLDEN LANTERN LN, LA MIRADA, CA 90638 LOS ANGELES COUNTY. Full name of registrant(s) is (are) GABRIEL PACHECO RODRIGUEZ 15415 GOLDEN LANTERN LN LA MIRADA CA 90638. This Business is conducted by: AN INDIVIDUAL. Signed: GABRIEL PACHECO RODRIGUEZ OWNER. This statement was filed with the County Clerk of Los Angeles County on 01/04/2024 The registrant(s) has (have) commenced to transact business under the fictitious business name or names listed above on N/A NOTICE- This Fictitious Name Statement expires five years from the date it was filed in the office of the County Clerk. A new Fictitious Business Name Statement must be filed prior to that date. The filing of this statement does not of itself authorize the use in this state of a Fictitious Business Name in violation of the rights of another under Federal, State, or common law (See section 14411 et seq. Business and Professions Code) Publish: Mountain Views News JDC xyxy=(1144,393,1362,569)
notice-title: FICTITIOUS BUSINESS NAME STATEMENT File No. 2024018999 xyxy=(461,841,679,861)
attorney-line: Law Offices of Thomas O. Hoffman xyxy=(809,2330,1027,2347)
notice-item xyxy=(689,354,906,551)
attorney-intro: The name, address, and telephone number of plaintiff's attorney, or plaintiff without an attorney, is: (El nombre, la dirección y el número de teléfono del abogado del demandante, o del demandante que no tiene abogado, es): xyxy=(18,2272,770,2301)
notice-title: FICTITIOUS BUSINESS NAME STATEMENT File No. 2024-019473 xyxy=(916,686,1135,705)
notice-dates: Dates Pub: JAN 27, FEB 03, 10, 17, 2024 xyxy=(688,950,825,960)
notice-dates: Dates Pub: FEB 10, 17, 24, March 2, 2024 xyxy=(6,560,144,569)
notice-dates: Dates Pub: JAN 27, FEB 03, 10, 17, 2024 xyxy=(916,874,1052,883)
notice-title: FICTITIOUS BUSINESS NAME STATEMENT File No. 2024-016089 xyxy=(916,891,1135,910)
trustee-attorney-block xyxy=(809,2292,1346,2421)
notice-item xyxy=(1081,1409,1362,1557)
notice-dates: Dates Pub: JAN 27, FEB 03, 10, 17, 2024 xyxy=(916,258,1052,268)
notice-title: FICTITIOUS BUSINESS NAME STATEMENT File No. 2024-007789 xyxy=(688,763,907,782)
masthead-bar xyxy=(0,0,1368,68)
court-address-intro: The name and address of the court is: (El nombre y dirección de la corte es): xyxy=(18,2168,381,2182)
publication-line: Published: Mountain Views News xyxy=(609,2382,770,2396)
notice-body: The following person(s) is (are) doing business as: STATIONARY MARY 11071 RUNNING FOX COURT ADELANTO, CA 92301 SAN BERNARDINO COUNTY. Full name of registrant(s) is (are) MILD & GRACE LLC 11071 RUNNING FOX COURT ADELANTO, CA 92301. This Business is conducted by: A LIMITED LIABILITY COMPANY. Signed: MILD & GRACE LLC. MARIA CHRISTINA CARRILLO, CEO. This statement was filed with the County Clerk of Los Angeles County on 01/29/2024 The registrant(s) has (have) commenced to transact business under the fictitious business name or names listed above on N/A NOTICE- This Fictitious Name Statement expires five years from the date it was filed in the office of the County Clerk. A new Fictitious Business Name Statement must be filed prior to that date. The filing of this statement does not of itself authorize the use in this state of a Fictitious Business Name in violation of the rights of another under Federal, State, or common law (See section 14411 et seq. Business and Professions Code) Publish:ES Mountain Views News xyxy=(461,862,679,1038)
notice-title: FICTITIOUS BUSINESS NAME STATEMENT File No. 2024-004221 xyxy=(1144,167,1362,187)
notice-title: FICTITIOUS BUSINESS NAME STATEMENT File No. 2024026979 xyxy=(6,372,224,392)
notice-item xyxy=(233,72,451,269)
attorney-line: Sierra Madre, California 91024 xyxy=(809,2367,998,2384)
page-footer xyxy=(0,2554,1368,2576)
defendant-name: TONY H. XU xyxy=(18,1583,86,1597)
notice-body: The following person(s) is (are) doing business as: MGN LANDSCAPING SERVICES 1440 LAUREL AVE, POMONA, CA 91768 LOS ANGELES COUNTY. Full name of registrant(s) is (are) MARIANA GARCIA NUNAVARAY 1440 LAUREL AVE POMONA CA 91768. This Business is conducted by: AN INDIVIDUAL. Signed: MARIANA GARCIA NUNAVARAY OWNER. This statement was filed with the County Clerk of Los Angeles County on 01/11/2024 The registrant(s) has (have) commenced to transact business under the fictitious business name or names listed above on 09/2023 NOTICE- This Fictitious Name Statement expires five years from the date it was filed in the office of the County Clerk. A new Fictitious Business Name Statement must be filed prior to that date. The filing of this statement does not of itself authorize the use in this state of a Fictitious Business Name in violation of the rights of another under Federal, State, or common law (See section 14411 et seq. Business and Professions Code) Publish: Mountain Views News JDC xyxy=(916,501,1135,669)
notice-item xyxy=(462,627,679,834)
notice-dates: Dates Pub: FEB 3, 10, 17, 24, 2024 xyxy=(233,464,349,473)
notice-title: FICTITIOUS BUSINESS NAME STATEMENT File No. 2024029499 xyxy=(6,782,224,802)
notice-title: FICTITIOUS BUSINESS NAME STATEMENT File No. 2024029571 xyxy=(6,167,224,187)
publication-dates: 2/17, 2/24, 3/2, 3/9, 3/16, 3/24 xyxy=(809,2386,992,2402)
notice-body: The following person(s) is (are) doing business as: ISMAEL DIAZ LANDSCAPING 2006 N SLOAN AVE, COMPTON, CA 90222 LOS ANGELES COUNTY. Full name of registrant(s) is (are) ISMAEL DIAZ LOPEZ 2006 N SLOAN AVE COMPTON CA 90222. This Business is conducted by: AN INDIVIDUAL. Signed: ISMAEL DIAZ LOPEZ OWNER. This statement was filed with the County Clerk of Los Angeles County on 01/05/2024 The registrant(s) has (have) commenced to transact business under the fictitious business name or names listed above on N/A NOTICE- This Fictitious Name Statement expires five years from the date it was filed in the office of the County Clerk. A new Fictitious Business Name Statement must be filed prior to that date. The filing of this statement does not of itself authorize the use in this state of a Fictitious Business Name in violation of the rights of another under Federal, State, or common law (See section 14411 et seq. Business and Professions Code) Publish: Mountain Views News JDC xyxy=(916,92,1135,258)
case-number-value: 23AHCV02418 xyxy=(18,2146,94,2160)
creditors-case-number: Case No. 24PR-0043 xyxy=(809,1994,937,2010)
notice-dates: Dates Pub: JAN 27, FEB 03, 10, 17, 2024 xyxy=(688,745,825,755)
attorney-line: Thomas O. Hoffman xyxy=(809,2312,934,2328)
notice-dates: Dates Pub: FEB 3, 10, 17, 24, 2024 xyxy=(461,823,576,833)
notice-item xyxy=(791,1564,1072,1712)
notice-item xyxy=(233,911,451,1118)
creditors-paragraph: A claim form may be obtained from the court clerk. For your protection, you are encouraged to file your claim by certified mail, with return receipt requested. xyxy=(809,2243,1346,2278)
summons-paragraph-es: ¡AVISO! Lo han demandado. Si no responde dentro de 30 días, la corte puede decidir en su contra sin escuchar su versión. Lea la información a continuación. xyxy=(18,1864,768,1878)
notice-title: FICTITIOUS BUSINESS NAME STATEMENT File No. 2024-018352 xyxy=(791,1409,1025,1418)
notice-item xyxy=(6,578,223,775)
notice-dates: Dates Pub: JAN 27, FEB 03, 10, 17, 2024 xyxy=(916,669,1052,678)
notice-item xyxy=(916,892,1134,1089)
notice-body: The following person(s) is (are) doing business as: VICTORIA'S LA 20950 VANOWEN STREET, UNIT 154, CANOGA PARK, CA 91304 LOS ANGELES COUNTY. Full name of registrant(s) is (are) VICTORIA SANCHEZ 20950 VANOWEN STREET, UNIT 154, CANOGA PARK, CA 91304. This Business is conducted by: AN INDIVIDUAL. Signed: VICTORIA SANCHEZ OWNER. This statement was filed with the County Clerk of Los Angeles County on 02/07/2024 The registrant(s) has (have) commenced to transact business under the fictitious business name or names listed above on 01/2024 NOTICE- This Fictitious Name Statement expires five years from the date it was filed in the office of the County Clerk. A new Fictitious Business Name Statement must be filed prior to that date. The filing of this statement does not of itself authorize the use in this state of a Fictitious Business Name in violation of the rights of another under Federal, State, or common law (See section 14411 et seq. Business and Professions Code) Publish:ES Mountain Views News xyxy=(461,1077,679,1243)
notice-item xyxy=(6,72,223,160)
cns-number: CNS-3782540# xyxy=(809,2404,904,2421)
summons-paragraph: NOTICE! You have been sued. The court may decide against you without your being heard unless you respond within 30 days. Read the information below: xyxy=(18,1664,760,1678)
notice-item xyxy=(689,763,906,960)
notice-body: The following person(s) is (are) doing business as: ARMEL CATERIN 1108 STANLEY AVE APT 4, GLENDALE CA 91206 LOS ANGELES COUNTY. Full name of registrant(s) is (are) MAR MARDANYAN 1108 STANLEY AVE APT 4 GLENDALE CA 91206. This Business is conducted by: AN INDIVIDUAL. Signed: MAR MARDANYAN OWNER. This statement was filed with the County Clerk of Los Angeles County on 02/08/2024 The registrant(s) has (have) commenced to transact business under the fictitious business name or names listed above on N/A. NOTICE- This Fictitious Name Statement expires five years from the date it was filed in the office of the County Clerk. A new Fictitious Business Name Statement must be filed prior to that date. The filing of this statement does not of itself authorize the use in this state of a Fictitious Business Name in violation of the rights of another under Federal, State, or common law (See section 14411 et seq. Business and Professions Code) Publish:ES Mountain Views News xyxy=(6,189,224,355)
court-line: COUNTY OF LOS ANGELES xyxy=(18,1432,167,1447)
notice-body: The following person(s) is (are) doing business as: PASADENA AUTO BODY 839 S ARROYO PARKWAY PASADENA, CA 91105 LOS ANGELES COUNTY. Full name of registrant(s) is (are) PASADENA HAND WASH, INC 839 S ARROYO PARKWAY PASADENA, CA 91105. This Business is conducted by: A CORPORATION. Signed: PASADENA HAND WASH, INC. ZAVEN NAZARIAN, CEO. This statement was filed with the County Clerk of Los Angeles County on 01/31/2024 The registrant(s) has (have) commenced to transact business under the fictitious business name or names listed above on 01/2024 NOTICE- This Fictitious Name Statement expires five years from the date it was filed in the office of the County Clerk. A new Fictitious Business Name Statement must be filed prior to that date. The filing of this statement does not of itself authorize the use in this state of a Fictitious Business Name in violation of the rights of another under Federal, State, or common law (See section 14411 et seq. Business and Professions Code) Publish:ES Mountain Views News xyxy=(233,1146,452,1322)
notice-item xyxy=(689,149,906,346)
notice-item xyxy=(916,277,1134,474)
summons-title: SUMMONS xyxy=(356,1523,433,1539)
notice-item xyxy=(233,1126,451,1333)
notice-body: The following person(s) is (are) doing business as: ROSA'S CLEANING SERVICES 1725 N BRIGHTON ST, BURBANK, CA 91506 LOS ANGELES COUNTY. Full name of registrant(s) is (are) ROSA MARIA HERNANDEZ 1725 N BRIGHTON ST BURBANK CA 91506. This Business is conducted by: AN INDIVIDUAL. Signed: ROSA MARIA HERNANDEZ OWNER. This statement was filed with the County Clerk of Los Angeles County on 01/26/2024 The registrant(s) has (have) commenced to transact business under the fictitious business name or names listed above on N/A NOTICE- This Fictitious Name Statement expires five years from the date it was filed in the office of the County Clerk. A new Fictitious Business Name Statement must be filed prior to that date. The filing of this statement does not of itself authorize the use in this state of a Fictitious Business Name in violation of the rights of another under Federal, State, or common law (See section 14411 et seq. Business and Professions Code) Publish: Mountain Views News JDC xyxy=(791,1731,1072,1859)
notice-title: FICTITIOUS BUSINESS NAME STATEMENT File No. 2024024730 xyxy=(233,910,452,930)
notice-dates: Dates Pub: FEB 10, 17, 24, March 2, 2024 xyxy=(6,970,144,979)
summons-paragraph-es: mandante. Una carta o una llamada telefónica no lo protegen. Su respuesta por escrito tiene que estar en formato legal correcto si desea que procesen su caso en la corte. Es posible que haya un formulario que usted pueda usar para su respuesta. Puede encontrar estos formularios de la corte y más información en el Centro de Ayuda de las Cortes de California (www.sucorte.ca.gov), en la biblioteca de leyes de su condado o en la corte que le quede más cerca. Si no puede pagar la cuota de presentación, pida al secretario de la corte que le dé un formulario de exención de pago de cuotas. Si no presenta su respuesta a tiempo, puede perder el caso por incumplimiento y la corte le podrá quitar su sueldo, dinero y bienes sin más advertencia. xyxy=(18,1922,770,1997)
notice-body: The following person(s) is (are) doing business as: A & E GOLD CANDLES 1319 1/2 BROMONT AVE SYLMAR, CA 91342 LOS ANGELES COUNTY. Full name of registrant(s) is (are) ANGELICA MERCADO 1319 1/2 BROMONT AVE SYLMAR CA 91342. This Business is conducted by: A HUSBAND AND WIFE. Signed: ANGELICA MERCADO HUSBAND. This statement was filed with the County Clerk of Los Angeles County on 01/26/2024 The registrant(s) has (have) commenced to transact business under the fictitious business name or names listed above on 01/2023 NOTICE- This Fictitious Name Statement expires five years from the date it was filed in the office of the County Clerk. A new Fictitious Business Name Statement must be filed prior to that date. The filing of this statement does not of itself authorize the use in this state of a Fictitious Business Name in violation of the rights of another under Federal, State, or common law (See section 14411 et seq. Business and Professions Code) Publish:ES Mountain Views News xyxy=(233,297,452,464)
notice-item xyxy=(916,72,1134,269)
notice-title: FICTITIOUS BUSINESS NAME STATEMENT File No. 2024-015496 xyxy=(916,276,1135,295)
notice-dates: Dates Pub: JAN 27, FEB 03, 10, 17, 2024 xyxy=(1144,150,1280,159)
summons-paragraph: There are other legal requirements. You may want to call an attorney right away. If you do not know an attorney, you may want to call an attorney referral service. If you cannot afford an attorney, you may be eligible for free legal services from a nonprofit legal services program. You can locate these nonprofit groups at the California Legal Services Web site (www.lawhelpcalifornia.org), the California Courts Online Self-Help Center (www.courtinfo.ca.gov/selfhelp), or by contacting your local court or county bar association. NOTE: The court has a statutory lien for waived fees and costs on any settlement or arbitration award of $10,000 or more in a civil case. The court's lien must be paid before the court will dismiss the case. xyxy=(18,1782,770,1856)
fictitious-notices-right-columns xyxy=(791,1409,1362,1885)
summons-paragraph: You have 30 CALENDAR DAYS after this summons and legal papers are served on you to file a written response at this court and have a copy served on the plaintiff. A letter or phone call will not protect you. Your written response must be in proper legal form if you want the court to hear your case. There may be a court form that you can use for your response. You can find these court forms and more information at the California Courts Online Self-Help Center (www.courtinfo.ca.gov/selfhelp), your county law library, or the courthouse nearest you. If you cannot pay the filing fee, ask the court clerk for a fee waiver form. If you do not file your response on time, you may lose the case by default, and your wages, money and property may be taken without further warning from the court. xyxy=(18,1685,770,1774)
notice-title: FICTITIOUS BUSINESS NAME STATEMENT File No. 2024-021457 xyxy=(1081,1409,1316,1418)
court-address-block xyxy=(18,1418,770,1494)
creditors-heading xyxy=(809,1906,1346,1979)
creditors-title-line: NOTICE TO CREDITORS OF xyxy=(809,1906,997,1923)
notice-item xyxy=(916,687,1134,884)
case-number: CASE NUMBER: 23AHCV02418 xyxy=(18,1642,184,1656)
notice-dates: Dates Pub: FEB 3, 10, 17, 24, 2024 xyxy=(6,1380,120,1389)
notice-dates: Dates Pub: FEB 3, 10, 17, 24, 2024 xyxy=(461,199,576,209)
attorney-line: 301 E. COLORADO BLVD. STE. 708 xyxy=(586,2338,770,2353)
notice-body: The following person(s) is (are) doing business as: ROYAL AUTO SALES 8420 TELEGRAPH RD, DOWNEY, CA 90240 LOS ANGELES COUNTY. Full name of registrant(s) is (are) ROYAL AUTO GROUP INC. 8420 TELEGRAPH RD DOWNEY CA 90240. This Business is conducted by: A CORPORATION. Signed: VICTOR MANUEL CRUZ PRESIDENT. This statement was filed with the County Clerk of Los Angeles County on 01/30/2024 The registrant(s) has (have) commenced to transact business under the fictitious business name or names listed above on N/A NOTICE- This Fictitious Name Statement expires five years from the date it was filed in the office of the County Clerk. A new Fictitious Business Name Statement must be filed prior to that date. The filing of this statement does not of itself authorize the use in this state of a Fictitious Business Name in violation of the rights of another under Federal, State, or common law (See section 14411 et seq. Business and Professions Code) Publish: Mountain Views News JDC xyxy=(1081,1575,1362,1702)
defendant-label: NOTICE TO DEFENDANT: xyxy=(18,1568,157,1583)
case-number-es-block xyxy=(18,2115,770,2161)
notice-dates: Dates Pub: JAN 27, FEB 03, 10, 17, 2024 xyxy=(688,130,825,140)
notice-item xyxy=(689,968,906,1175)
notice-title: FICTITIOUS BUSINESS NAME STATEMENT File No. 2024-006565 xyxy=(688,148,907,167)
fictitious-notices-columns xyxy=(6,72,1362,1403)
summons-paragraph-es: Tiene 30 DÍAS DE CALENDARIO después de que le entreguen esta citación y papeles legales para presentar una respuesta por escrito en esta corte y hacer que se entregue una copia al de xyxy=(18,1885,770,1915)
notice-body: The following person(s) is (are) doing business as: JACKSON'S AUTO SERVICE 859 E 122ND STREET, LOS ANGELES, CA 90059 LOS ANGELES COUNTY. Full name of registrant(s) is (are) COREY DIONTA JACKSON 859 E 122ND STREET LOS ANGELES CA 90059. This Business is conducted by: AN INDIVIDUAL. Signed: COREY DIONTA JACKSON OWNER. This statement was filed with the County Clerk of Los Angeles County on 01/19/2024 The registrant(s) has (have) commenced to transact business under the fictitious business name or names listed above on 01/2024 NOTICE- This Fictitious Name Statement expires five years from the date it was filed in the office of the County Clerk. A new Fictitious Business Name Statement must be filed prior to that date. The filing of this statement does not of itself authorize the use in this state of a Fictitious Business Name in violation of the rights of another under Federal, State, or common law (See section 14411 et seq. Business and Professions Code) Publish: Mountain Views News JDC xyxy=(688,373,907,540)
notice-dates: Dates Pub: FEB 10, 17, 24, March 2, 2024 xyxy=(6,1175,144,1185)
notice-title: FICTITIOUS BUSINESS NAME STATEMENT File No. 2024026447 xyxy=(6,987,224,1007)
attorney-line: 302 W. Sierra Madre Boulevard xyxy=(809,2349,1001,2365)
notice-title: FICTITIOUS BUSINESS NAME STATEMENT File No. 2024-027598 xyxy=(461,1260,679,1280)
attorney-line: THE GREEN FIRM, P.C. xyxy=(648,2323,770,2338)
notice-title: FICTITIOUS BUSINESS NAME STATEMENT File No. 2024-025924 xyxy=(688,1183,907,1202)
court-line: ALHAMBRA COURTHOUSE xyxy=(18,1448,168,1462)
footer-office: Office: 626.355.2737 xyxy=(588,2557,714,2572)
